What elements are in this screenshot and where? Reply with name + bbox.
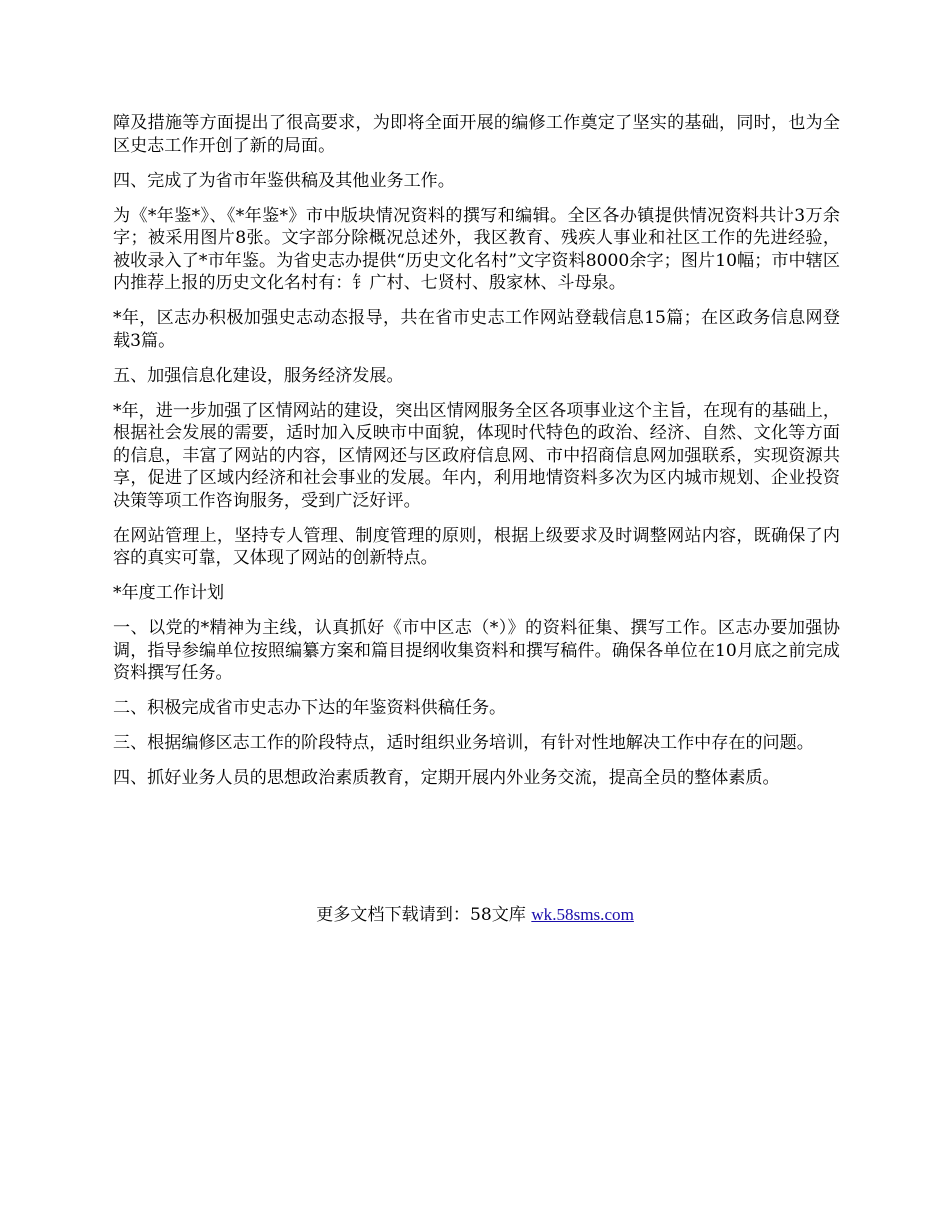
download-footer <box>0 904 950 927</box>
paragraph-section-five-heading: 五、加强信息化建设，服务经济发展。 <box>113 365 404 386</box>
paragraph-annual-plan-heading: *年度工作计划 <box>113 583 225 603</box>
footer-download-link[interactable]: wk.58sms.com <box>531 905 634 924</box>
paragraph-yearbook-materials: 为《*年鉴*》、《*年鉴*》市中版块情况资料的撰写和编辑。全区各办镇提供情况资料共计3万余字；被采用图片8张。文字部分除概况总述外，我区教育、残疾人事业和社区工作的先进经验，被收录入了*市年鉴。为省史志办提供“历史文化名村”文字资料8000余字；图片10幅；市中辖区内推荐上报的历史文化名村有：钅广村、七贤村、殷家林、斗母泉。 <box>113 205 840 293</box>
document-body <box>113 112 840 802</box>
paragraph-measures-continuation: 障及措施等方面提出了很高要求，为即将全面开展的编修工作奠定了坚实的基础，同时，也为全区史志工作开创了新的局面。 <box>113 113 840 156</box>
paragraph-plan-item-two: 二、积极完成省市史志办下达的年鉴资料供稿任务。 <box>113 698 507 718</box>
paragraph-dynamic-reports: *年，区志办积极加强史志动态报导，共在省市史志工作网站登载信息15篇；在区政务信息网登载3篇。 <box>113 308 840 351</box>
footer-prefix-text: 更多文档下载请到：58文库 <box>316 905 532 925</box>
paragraph-section-four-heading: 四、完成了为省市年鉴供稿及其他业务工作。 <box>113 170 455 191</box>
paragraph-plan-item-three: 三、根据编修区志工作的阶段特点，适时组织业务培训，有针对性地解决工作中存在的问题。 <box>113 733 814 753</box>
paragraph-plan-item-one: 一、以党的*精神为主线，认真抓好《市中区志（*）》的资料征集、撰写工作。区志办要加强协调，指导参编单位按照编纂方案和篇目提纲收集资料和撰写稿件。确保各单位在10月底之前完成资料撰写任务。 <box>113 618 840 683</box>
paragraph-website-construction: *年，进一步加强了区情网站的建设，突出区情网服务全区各项事业这个主旨，在现有的基础上，根据社会发展的需要，适时加入反映市中面貌，体现时代特色的政治、经济、自然、文化等方面的信息，丰富了网站的内容，区情网还与区政府信息网、市中招商信息网加强联系，实现资源共享，促进了区域内经济和社会事业的发展。年内，利用地情资料多次为区内城市规划、企业投资决策等项工作咨询服务，受到广泛好评。 <box>113 400 840 511</box>
paragraph-plan-item-four: 四、抓好业务人员的思想政治素质教育，定期开展内外业务交流，提高全员的整体素质。 <box>113 768 780 788</box>
paragraph-website-management: 在网站管理上，坚持专人管理、制度管理的原则，根据上级要求及时调整网站内容，既确保了内容的真实可靠，又体现了网站的创新特点。 <box>113 525 840 568</box>
